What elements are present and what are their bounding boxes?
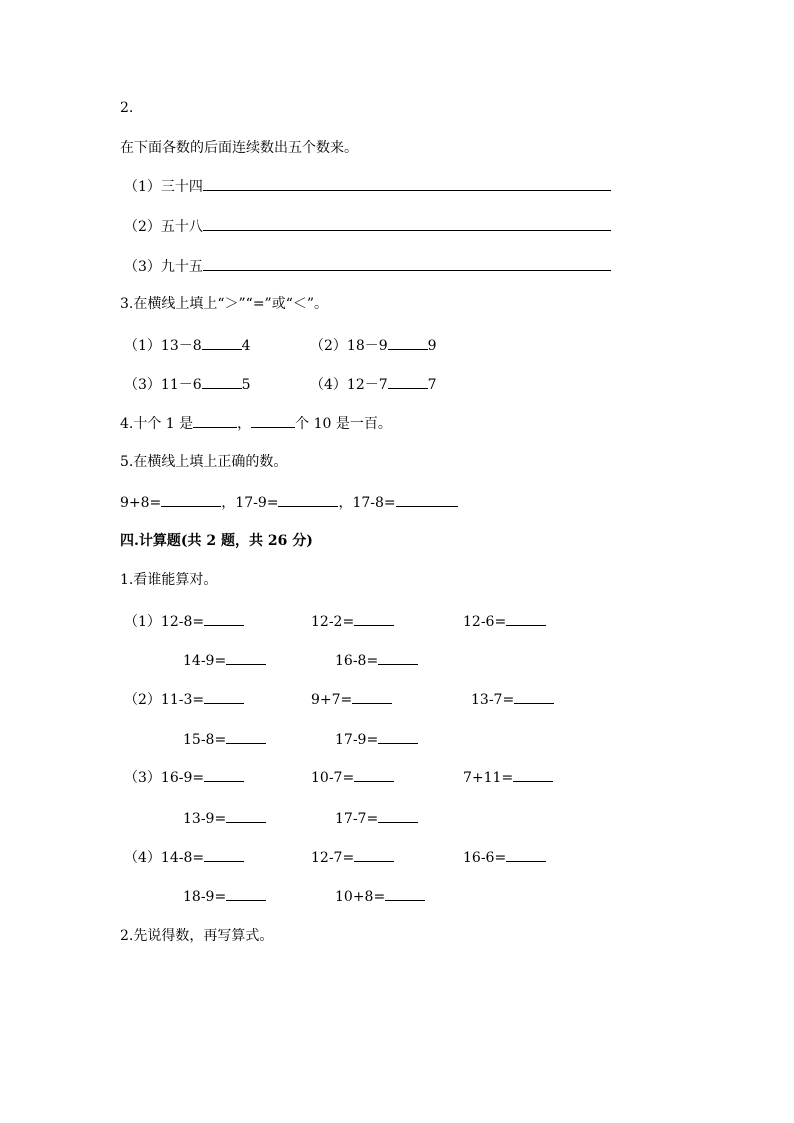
answer-blank[interactable] [506,611,546,626]
q5-expression: 9+8= [120,495,162,511]
q3-value: 5 [241,377,251,393]
answer-blank[interactable] [203,256,611,271]
answer-blank[interactable] [378,650,418,665]
q4-text: ， [237,416,252,432]
calc-expression: 15-8= [183,732,227,748]
q2-item-label: （1）三十四 [124,179,203,195]
q3-expression: （3）11－6 [124,377,202,393]
q3-value: 4 [241,338,251,354]
calc-expression: 13-7= [471,692,515,708]
calc-item [183,808,266,829]
calc-expression: 16-9= [160,770,205,786]
answer-blank[interactable] [354,611,394,626]
calc2-title: 2.先说得数，再写算式。 [120,928,274,944]
group-label: （4） [124,850,161,866]
answer-blank[interactable] [204,689,244,704]
answer-blank[interactable] [251,413,295,428]
calc-expression: 17-9= [335,732,379,748]
calc-item [311,767,394,788]
answer-blank[interactable] [354,767,394,782]
calc-expression: 12-6= [463,614,507,630]
calc-expression: 12-7= [311,850,355,866]
calc-item [463,847,546,868]
calc-item [124,847,244,868]
calc-item [471,689,554,710]
section-title: 四.计算题(共 2 题，共 26 分) [120,533,313,549]
compare-blank[interactable] [202,374,242,389]
calc-expression: 12-8= [160,614,205,630]
answer-blank[interactable] [226,886,266,901]
calc-expression: 18-9= [183,889,227,905]
group-label: （2） [124,692,161,708]
answer-blank[interactable] [513,767,553,782]
q3-title: 3.在横线上填上“＞”“=”或“＜”。 [120,296,329,312]
answer-blank[interactable] [514,689,554,704]
answer-blank[interactable] [278,492,338,507]
answer-blank[interactable] [385,886,425,901]
answer-blank[interactable] [204,847,244,862]
q3-expression: （1）13－8 [124,338,202,354]
calc-item [311,847,394,868]
answer-blank[interactable] [161,492,221,507]
group-label: （3） [124,770,161,786]
answer-blank[interactable] [193,413,237,428]
q3-item-1 [124,335,251,356]
answer-blank[interactable] [203,216,611,231]
q2-item-2 [124,216,611,237]
calc-item [335,729,418,750]
calc1-title: 1.看谁能算对。 [120,572,218,588]
calc-item [124,689,244,710]
q2-item-label: （2）五十八 [124,219,203,235]
calc-expression: 13-9= [183,811,227,827]
answer-blank[interactable] [226,729,266,744]
calc-item [311,689,392,710]
calc-expression: 16-6= [463,850,507,866]
calc-item [463,611,546,632]
q3-item-4 [310,374,437,395]
group-label: （1） [124,614,161,630]
answer-blank[interactable] [203,176,611,191]
calc-expression: 9+7= [311,692,353,708]
answer-blank[interactable] [378,729,418,744]
calc-item [124,767,244,788]
calc-expression: 17-7= [335,811,379,827]
q3-expression: （4）12－7 [310,377,388,393]
q5-expression: ，17-8= [338,495,396,511]
calc-expression: 7+11= [463,770,514,786]
q4-text: 个 10 是一百。 [295,416,392,432]
answer-blank[interactable] [204,767,244,782]
answer-blank[interactable] [226,808,266,823]
calc-item [335,650,418,671]
calc-item [183,886,266,907]
q5-line [120,492,458,513]
calc-expression: 11-3= [160,692,205,708]
calc-item [463,767,553,788]
q3-value: 7 [427,377,437,393]
answer-blank[interactable] [226,650,266,665]
answer-blank[interactable] [396,492,458,507]
q3-item-2 [310,335,437,356]
answer-blank[interactable] [354,847,394,862]
answer-blank[interactable] [378,808,418,823]
calc-expression: 12-2= [311,614,355,630]
calc-expression: 16-8= [335,653,379,669]
calc-item [335,886,425,907]
q2-item-label: （3）九十五 [124,259,203,275]
compare-blank[interactable] [202,335,242,350]
calc-expression: 14-9= [183,653,227,669]
calc-item [183,729,266,750]
answer-blank[interactable] [352,689,392,704]
q3-expression: （2）18－9 [310,338,388,354]
calc-expression: 10-7= [311,770,355,786]
q3-value: 9 [427,338,437,354]
compare-blank[interactable] [388,335,428,350]
answer-blank[interactable] [204,611,244,626]
q4-line [120,413,392,434]
q5-title: 5.在横线上填上正确的数。 [120,454,288,470]
calc-expression: 10+8= [335,889,386,905]
calc-item [335,808,418,829]
calc-item [124,611,244,632]
q5-expression: ，17-9= [221,495,279,511]
q2-item-3 [124,256,611,277]
q2-number: 2. [120,100,134,116]
answer-blank[interactable] [506,847,546,862]
q3-item-3 [124,374,251,395]
compare-blank[interactable] [388,374,428,389]
calc-item [183,650,266,671]
q2-item-1 [124,176,611,197]
q4-text: 4.十个 1 是 [120,416,194,432]
calc-expression: 14-8= [160,850,205,866]
q2-instruction: 在下面各数的后面连续数出五个数来。 [120,140,358,156]
calc-item [311,611,394,632]
